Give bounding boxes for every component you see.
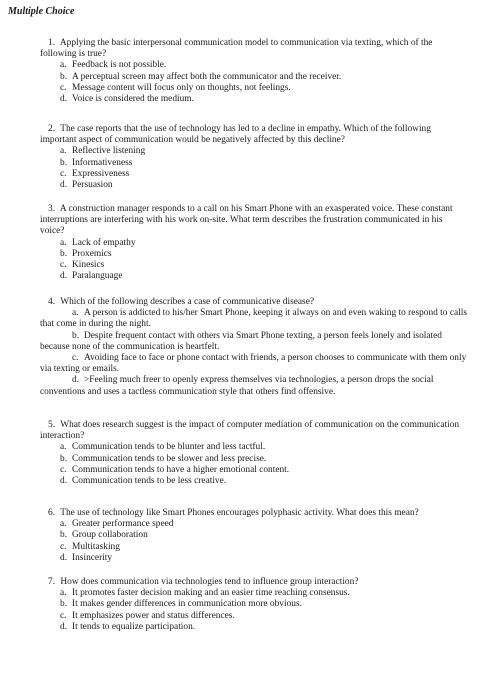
option-text: It promotes faster decision making and an easier time reaching consensus. bbox=[72, 588, 350, 599]
question-number: 1. bbox=[48, 38, 56, 48]
option-text: Voice is considered the medium. bbox=[72, 94, 194, 105]
option-text: A perceptual screen may affect both the communicator and the receiver. bbox=[72, 71, 342, 82]
option-letter: a. bbox=[60, 519, 67, 530]
answer-option[interactable] bbox=[0, 454, 493, 465]
option-letter: a. bbox=[72, 308, 79, 319]
option-letter: b. bbox=[72, 330, 80, 341]
option-text: Paralanguage bbox=[72, 271, 123, 282]
option-letter: a. bbox=[60, 146, 67, 157]
question-2 bbox=[0, 124, 493, 191]
option-text: Communication tends to be slower and less precise. bbox=[72, 453, 267, 464]
answer-option[interactable] bbox=[0, 465, 493, 476]
question-1 bbox=[0, 38, 493, 105]
option-text: Reflective listening bbox=[72, 146, 146, 157]
option-text: Communication tends to be less creative. bbox=[72, 476, 227, 487]
question-text: Which of the following describes a case of communicative disease? bbox=[60, 297, 315, 307]
option-letter: b. bbox=[60, 599, 68, 610]
answer-option[interactable] bbox=[0, 83, 493, 94]
question-text: A construction manager responds to a call on his Smart Phone with an exasperated voice. These constant interruptions are interfering with his work on-site. What term describes the frustration communicated in his voice? bbox=[40, 204, 453, 237]
answer-option[interactable] bbox=[0, 331, 493, 353]
answer-option[interactable] bbox=[0, 530, 493, 541]
answer-option[interactable] bbox=[0, 94, 493, 105]
option-letter: a. bbox=[60, 60, 67, 71]
option-letter: b. bbox=[60, 530, 68, 541]
answer-option[interactable] bbox=[0, 169, 493, 180]
answer-option[interactable] bbox=[0, 72, 493, 83]
option-text: Expressiveness bbox=[72, 168, 130, 179]
option-letter: b. bbox=[60, 248, 68, 259]
answer-option[interactable] bbox=[0, 238, 493, 249]
answer-option[interactable] bbox=[0, 249, 493, 260]
option-text: >Feeling much freer to openly express themselves via technologies, a person drops the social conventions and uses a tactless communication style that others find offensive. bbox=[40, 375, 434, 397]
question-number: 6. bbox=[48, 508, 56, 518]
section-heading: Multiple Choice bbox=[8, 6, 75, 17]
answer-option[interactable] bbox=[0, 476, 493, 487]
answer-option[interactable] bbox=[0, 271, 493, 282]
question-number: 7. bbox=[48, 577, 56, 587]
question-number: 5. bbox=[48, 420, 56, 430]
option-text: It tends to equalize participation. bbox=[72, 621, 196, 632]
option-text: Avoiding face to face or phone contact with friends, a person chooses to communicate with them only via texting or emails. bbox=[40, 353, 467, 375]
option-letter: c. bbox=[60, 464, 67, 475]
answer-option[interactable] bbox=[0, 553, 493, 564]
answer-option[interactable] bbox=[0, 308, 493, 330]
option-letter: c. bbox=[60, 610, 67, 621]
option-letter: d. bbox=[60, 621, 68, 632]
option-text: Persuasion bbox=[72, 180, 113, 191]
question-7 bbox=[0, 577, 493, 633]
question-6 bbox=[0, 508, 493, 564]
option-text: Feedback is not possible. bbox=[72, 60, 167, 71]
option-text: Communication tends to be blunter and less tactful. bbox=[72, 442, 266, 453]
question-text: Applying the basic interpersonal communication model to communication via texting, which of the following is true? bbox=[40, 38, 433, 60]
option-text: Message content will focus only on thoughts, not feelings. bbox=[72, 82, 291, 93]
answer-option[interactable] bbox=[0, 180, 493, 191]
option-text: Proxemics bbox=[72, 248, 112, 259]
option-letter: c. bbox=[72, 353, 79, 364]
option-text: Kinesics bbox=[72, 260, 105, 271]
option-text: Greater performance speed bbox=[72, 519, 174, 530]
question-3 bbox=[0, 204, 493, 282]
option-letter: c. bbox=[60, 82, 67, 93]
option-letter: a. bbox=[60, 442, 67, 453]
answer-option[interactable] bbox=[0, 588, 493, 599]
answer-option[interactable] bbox=[0, 60, 493, 71]
option-letter: d. bbox=[60, 552, 68, 563]
question-text: How does communication via technologies tend to influence group interaction? bbox=[60, 577, 359, 587]
option-letter: d. bbox=[60, 180, 68, 191]
question-number: 3. bbox=[48, 204, 56, 214]
option-text: Despite frequent contact with others via Smart Phone texting, a person feels lonely and isolated because none of the communication is heartfelt. bbox=[40, 330, 442, 352]
option-text: Group collaboration bbox=[72, 530, 148, 541]
answer-option[interactable] bbox=[0, 260, 493, 271]
answer-option[interactable] bbox=[0, 519, 493, 530]
question-text: The case reports that the use of technology has led to a decline in empathy. Which of the following important aspect of communication would be negatively affected by this decline? bbox=[40, 124, 431, 146]
answer-option[interactable] bbox=[0, 622, 493, 633]
option-text: It emphasizes power and status differences. bbox=[72, 610, 235, 621]
option-text: A person is addicted to his/her Smart Phone, keeping it always on and even waking to respond to calls that come in during the night. bbox=[40, 308, 467, 330]
option-text: Informativeness bbox=[72, 157, 133, 168]
question-text: The use of technology like Smart Phones encourages polyphasic activity. What does this mean? bbox=[60, 508, 419, 518]
option-letter: a. bbox=[60, 588, 67, 599]
option-letter: c. bbox=[60, 168, 67, 179]
option-letter: d. bbox=[72, 375, 80, 386]
option-letter: d. bbox=[60, 271, 68, 282]
question-4 bbox=[0, 297, 493, 398]
option-letter: d. bbox=[60, 476, 68, 487]
option-text: It makes gender differences in communication more obvious. bbox=[72, 599, 302, 610]
option-letter: b. bbox=[60, 157, 68, 168]
option-letter: b. bbox=[60, 71, 68, 82]
answer-option[interactable] bbox=[0, 599, 493, 610]
question-number: 2. bbox=[48, 124, 56, 134]
answer-option[interactable] bbox=[0, 353, 493, 375]
option-text: Communication tends to have a higher emotional content. bbox=[72, 464, 290, 475]
option-text: Insincerity bbox=[72, 552, 113, 563]
answer-option[interactable] bbox=[0, 442, 493, 453]
option-letter: c. bbox=[60, 541, 67, 552]
answer-option[interactable] bbox=[0, 611, 493, 622]
answer-option[interactable] bbox=[0, 146, 493, 157]
option-letter: a. bbox=[60, 237, 67, 248]
option-letter: c. bbox=[60, 260, 67, 271]
option-text: Multitasking bbox=[72, 541, 120, 552]
answer-option[interactable] bbox=[0, 542, 493, 553]
question-text: What does research suggest is the impact of computer mediation of communication on the communication interaction? bbox=[40, 420, 460, 442]
option-text: Lack of empathy bbox=[72, 237, 136, 248]
option-letter: d. bbox=[60, 94, 68, 105]
answer-option[interactable] bbox=[0, 375, 493, 397]
answer-option[interactable] bbox=[0, 158, 493, 169]
question-number: 4. bbox=[48, 297, 56, 307]
question-5 bbox=[0, 420, 493, 487]
option-letter: b. bbox=[60, 453, 68, 464]
